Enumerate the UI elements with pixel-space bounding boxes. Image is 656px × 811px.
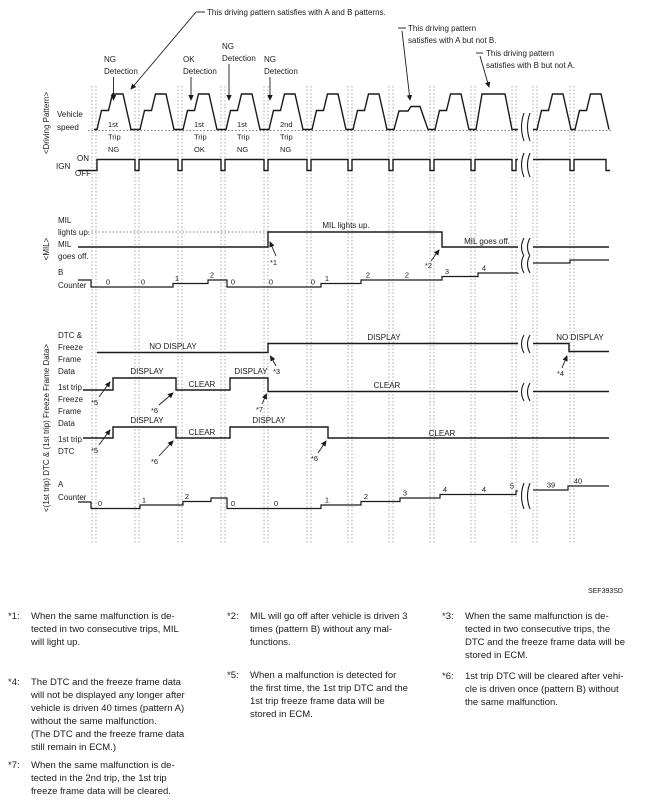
footnote-line: stored in ECM.: [250, 709, 313, 720]
a-counter-label: A: [58, 480, 64, 489]
footnote-line: the first time, the 1st trip DTC and the: [250, 683, 408, 694]
a-counter-value: 0: [97, 499, 103, 508]
clear-annotation: CLEAR: [188, 380, 216, 389]
ref1-arrow: [270, 242, 276, 256]
footnote-ref: *1:: [8, 611, 20, 622]
trip5-caption: Trip: [280, 132, 293, 142]
b-counter-value: 2: [404, 270, 410, 280]
footnote-ref: *3:: [442, 611, 454, 622]
ref4-marker: *4: [557, 369, 565, 378]
mil-lights-label: lights up.: [58, 228, 91, 237]
ign-on-label: ON: [77, 154, 89, 163]
b-counter-value: 0: [105, 277, 111, 287]
footnote-2: [227, 610, 427, 649]
detection-label: NG: [222, 42, 234, 51]
trip-dtc-label: 1st trip: [58, 435, 83, 444]
footnote-line: freeze frame data will be cleared.: [31, 786, 171, 797]
ref6-marker: *6: [151, 457, 159, 466]
clear-annotation: CLEAR: [373, 381, 401, 390]
first-trip-dtc-trace: [83, 427, 609, 438]
axis-driving-pattern: <Driving Pattern>: [42, 91, 51, 155]
trip1-caption: 1st: [108, 120, 119, 129]
footnote-column-2: [227, 610, 427, 721]
vehicle-speed-label: speed: [57, 123, 79, 132]
footnote-line: The DTC and the freeze frame data: [31, 677, 181, 688]
dtc-ff-label: Frame: [58, 355, 82, 364]
break-mask: [518, 153, 533, 177]
footnote-5: [227, 669, 427, 721]
detection-label: Detection: [222, 54, 256, 63]
b-counter-value: 2: [365, 270, 371, 280]
break-mask: [518, 383, 533, 401]
a-counter-values: [98, 477, 582, 509]
trip1-caption: NG: [108, 145, 120, 154]
detection-label: NG: [104, 55, 116, 64]
footnote-line: vehicle is driven 40 times (pattern A): [31, 703, 185, 714]
footnote-3: [442, 610, 650, 662]
mil-goes-off-annotation: MIL goes off.: [464, 237, 510, 246]
trip4-caption: Trip: [237, 132, 250, 142]
footnote-line: MIL will go off after vehicle is driven 3: [250, 611, 408, 622]
b-counter-value: 3: [444, 267, 450, 276]
footnote-ref: *5:: [227, 670, 239, 681]
footnote-ref: *6:: [442, 671, 454, 682]
ref5-marker: *5: [91, 398, 99, 407]
callout-a-and-b: [131, 8, 386, 89]
trip5-caption: NG: [280, 145, 292, 154]
b-counter-trace-after-break: [532, 260, 609, 263]
display-annotation: DISPLAY: [252, 416, 286, 425]
display-annotation: DISPLAY: [130, 367, 164, 376]
a-counter-value: 2: [363, 492, 369, 501]
display-annotation: DISPLAY: [130, 416, 164, 425]
a-counter-value: 0: [230, 499, 236, 508]
trip5-caption: 2nd: [280, 120, 293, 129]
trip-ff-label: Data: [58, 419, 75, 428]
break-mask: [518, 113, 533, 141]
vehicle-speed-label: Vehicle: [57, 110, 83, 119]
time-break-marks: [518, 113, 533, 509]
display-annotation: DISPLAY: [234, 367, 268, 376]
footnote-column-1: [8, 610, 212, 798]
break-mask: [518, 255, 533, 273]
ref1-marker: *1: [270, 258, 278, 267]
a-counter-value: 4: [481, 485, 487, 494]
footnote-text: [31, 610, 212, 649]
footnote-7: [8, 759, 212, 798]
no-display-annotation: NO DISPLAY: [556, 333, 604, 342]
ref6-arrow: [159, 441, 173, 456]
ign-label: IGN: [56, 162, 71, 171]
trip3-caption: 1st: [194, 120, 205, 129]
detection-label: NG: [264, 55, 276, 64]
footnote-line: DTC and the freeze frame data will be: [465, 637, 625, 648]
mil-goes-label: goes off.: [58, 252, 89, 261]
trip-ff-label: Freeze: [58, 395, 83, 404]
footnote-line: the same malfunction.: [465, 697, 558, 708]
ref6-arrow: [159, 393, 173, 405]
axis-mil: <MIL>: [42, 237, 51, 261]
detection-label: Detection: [183, 67, 217, 76]
footnote-text: [31, 676, 212, 754]
b-counter-value: 0: [230, 277, 236, 287]
a-counter-value: 5: [509, 481, 515, 491]
a-counter-value: 1: [324, 495, 330, 505]
detection-label: OK: [183, 55, 195, 64]
b-counter-label: Counter: [58, 281, 87, 290]
axis-dtc-freeze-frame: <(1st trip) DTC & (1st trip) Freeze Frame Data>: [42, 343, 51, 513]
b-counter-label: B: [58, 268, 64, 277]
break-mask: [518, 483, 533, 509]
detection-ng-1: [104, 55, 138, 100]
footnote-line: without the same malfunction.: [31, 716, 157, 727]
b-counter-value: 4: [481, 263, 487, 273]
mil-goes-label: MIL: [58, 240, 72, 249]
footnote-ref: *4:: [8, 677, 20, 688]
trip1-caption: Trip: [108, 132, 121, 142]
ref6-arrow: [318, 441, 326, 453]
a-counter-value: 4: [442, 485, 448, 494]
footnote-text: [250, 610, 427, 649]
ref5-marker: *5: [91, 446, 99, 455]
mil-lights-up-annotation: MIL lights up.: [322, 221, 370, 230]
a-counter-label: Counter: [58, 493, 87, 502]
footnote-text: [465, 610, 650, 662]
ref2-arrow: [431, 250, 439, 261]
callout-b-not-a-line2: satisfies with B but not A.: [486, 61, 575, 70]
b-counter-value: 0: [310, 277, 316, 287]
callout-b-not-a: [476, 49, 575, 87]
footnote-line: tected in two consecutive trips, the: [465, 624, 611, 635]
footnote-text: [465, 670, 650, 709]
dtc-ff-label: Freeze: [58, 343, 83, 352]
footnote-line: functions.: [250, 637, 291, 648]
detection-ng-2: [222, 42, 256, 100]
trip-ff-label: 1st trip: [58, 383, 83, 392]
mil-lights-label: MIL: [58, 216, 72, 225]
detection-ok: [183, 55, 217, 100]
clear-annotation: CLEAR: [428, 429, 456, 438]
figure-code: SEF393SD: [587, 588, 623, 595]
footnote-4: [8, 676, 212, 754]
footnote-text: [31, 759, 212, 798]
trip-captions: [108, 120, 293, 154]
footnote-line: (The DTC and the freeze frame data: [31, 729, 185, 740]
ref6-marker: *6: [151, 406, 159, 415]
first-trip-dtc-row: [83, 427, 609, 438]
b-counter-value: 2: [209, 270, 215, 280]
dtc-ff-label: Data: [58, 367, 75, 376]
break-mask: [518, 238, 533, 256]
no-display-annotation: NO DISPLAY: [149, 342, 197, 351]
b-counter-value: 0: [268, 277, 274, 287]
footnote-1: [8, 610, 212, 649]
footnote-line: When the same malfunction is de-: [465, 611, 609, 622]
b-counter-value: 1: [174, 274, 180, 283]
trip4-caption: 1st: [237, 120, 248, 129]
footnote-line: tected in the 2nd trip, the 1st trip: [31, 773, 167, 784]
a-counter-value: 40: [573, 476, 583, 486]
a-counter-value: 39: [546, 480, 556, 490]
callout-b-not-a-line1: This driving pattern: [486, 49, 555, 58]
footnote-text: [250, 669, 427, 721]
row-labels: [56, 110, 91, 502]
footnote-line: 1st trip freeze frame data will be: [250, 696, 385, 707]
a-counter-value: 3: [402, 488, 408, 498]
dtc-ff-label: DTC &: [58, 331, 82, 340]
detection-label: Detection: [104, 67, 138, 76]
footnote-ref: *2:: [227, 611, 239, 622]
trip-dtc-label: DTC: [58, 447, 75, 456]
trip-ff-label: Frame: [58, 407, 82, 416]
footnote-line: times (pattern B) without any mal-: [250, 624, 393, 635]
footnote-line: tected in two consecutive trips, MIL: [31, 624, 179, 635]
footnote-line: 1st trip DTC will be cleared after vehi-: [465, 671, 624, 682]
footnote-line: will light up.: [31, 637, 81, 648]
a-counter-value: 1: [141, 495, 147, 505]
footnote-6: [442, 670, 650, 709]
footnote-ref: *7:: [8, 760, 20, 771]
ref7-marker: *7: [256, 405, 264, 414]
display-annotation: DISPLAY: [367, 333, 401, 342]
footnote-line: When a malfunction is detected for: [250, 670, 397, 681]
break-mask: [518, 335, 533, 353]
trip3-caption: OK: [194, 145, 205, 154]
b-counter-value: 1: [324, 274, 330, 283]
footnote-line: When the same malfunction is de-: [31, 760, 175, 771]
a-counter-trace-after-break: [532, 486, 609, 490]
ref3-arrow: [271, 356, 277, 366]
trip4-caption: NG: [237, 145, 249, 154]
a-counter-value: 2: [184, 492, 190, 501]
detection-label: Detection: [264, 67, 298, 76]
trip3-caption: Trip: [194, 132, 207, 142]
footnote-line: will not be displayed any longer after: [31, 690, 185, 701]
footnote-line: stored in ECM.: [465, 650, 528, 661]
ref3-marker: *3: [273, 367, 281, 376]
callout-a-not-b-line2: satisfies with A but not B.: [408, 36, 497, 45]
callout-arrow: [131, 12, 196, 89]
a-counter-value: 0: [273, 499, 279, 508]
b-counter-value: 0: [140, 277, 146, 287]
ref2-marker: *2: [425, 261, 433, 270]
clear-annotation: CLEAR: [188, 428, 216, 437]
detection-ng-3: [264, 55, 298, 100]
ref4-arrow: [562, 356, 567, 368]
callout-a-not-b-line1: This driving pattern: [408, 24, 477, 33]
footnote-line: When the same malfunction is de-: [31, 611, 175, 622]
ign-off-label: OFF: [75, 169, 91, 178]
footnote-line: cle is driven once (pattern B) without: [465, 684, 619, 695]
ref6-marker: *6: [311, 454, 319, 463]
footnote-column-3: [442, 610, 650, 709]
footnote-line: still remain in ECM.): [31, 742, 116, 753]
trip-boundary-gridlines: [92, 86, 574, 543]
callout-a-and-b-text: This driving pattern satisfies with A and B patterns.: [207, 8, 386, 17]
